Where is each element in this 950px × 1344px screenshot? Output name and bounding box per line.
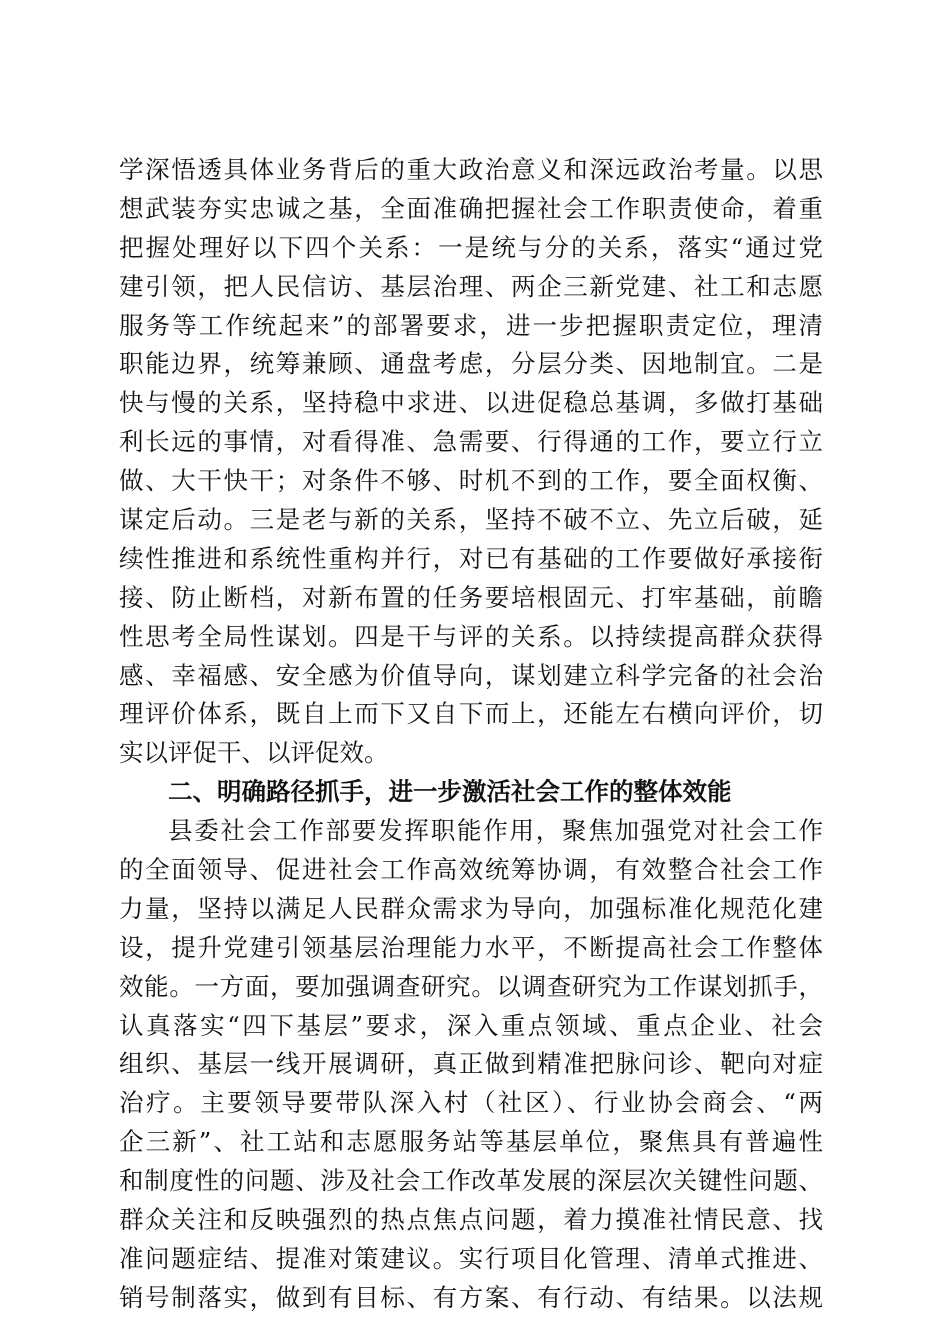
text-line: 想武装夯实忠诚之基，全面准确把握社会工作职责使命，着重 [119,193,823,223]
text-line: 效能。一方面，要加强调查研究。以调查研究为工作谋划抓手， [119,971,823,1001]
text-line: 续性推进和系统性重构并行，对已有基础的工作要做好承接衔 [119,543,823,573]
text-line: 利长远的事情，对看得准、急需要、行得通的工作，要立行立 [119,427,823,457]
text-line: 群众关注和反映强烈的热点焦点问题，着力摸准社情民意、找 [119,1205,823,1235]
body-text [119,151,823,1318]
text-line: 职能边界，统筹兼顾、通盘考虑，分层分类、因地制宜。二是 [119,349,823,379]
text-line: 接、防止断档，对新布置的任务要培根固元、打牢基础，前瞻 [119,582,823,612]
paragraph-first-line: 县委社会工作部要发挥职能作用，聚焦加强党对社会工作 [168,816,823,846]
text-line: 把握处理好以下四个关系：一是统与分的关系，落实“通过党 [119,232,823,262]
text-line: 企三新”、社工站和志愿服务站等基层单位，聚焦具有普遍性 [119,1127,823,1157]
text-line: 治疗。主要领导要带队深入村（社区）、行业协会商会、“两 [119,1088,823,1118]
text-line: 设，提升党建引领基层治理能力水平，不断提高社会工作整体 [119,932,823,962]
text-line: 学深悟透具体业务背后的重大政治意义和深远政治考量。以思 [119,155,823,184]
text-line: 准问题症结、提准对策建议。实行项目化管理、清单式推进、 [119,1243,823,1273]
text-line: 力量，坚持以满足人民群众需求为导向，加强标准化规范化建 [119,893,823,923]
text-line: 谋定后动。三是老与新的关系，坚持不破不立、先立后破，延 [119,505,823,535]
text-line: 性思考全局性谋划。四是干与评的关系。以持续提高群众获得 [119,621,823,651]
text-line: 理评价体系，既自上而下又自下而上，还能左右横向评价，切 [119,699,823,729]
text-line: 组织、基层一线开展调研，真正做到精准把脉问诊、靶向对症 [119,1049,823,1079]
text-line: 和制度性的问题、涉及社会工作改革发展的深层次关键性问题、 [119,1166,823,1196]
text-line: 建引领，把人民信访、基层治理、两企三新党建、社工和志愿 [119,271,823,301]
paragraph-end-line: 实以评促干、以评促效。 [119,738,389,768]
section-heading: 二、明确路径抓手，进一步激活社会工作的整体效能 [168,777,732,807]
text-line: 服务等工作统起来”的部署要求，进一步把握职责定位，理清 [119,310,823,340]
text-line: 快与慢的关系，坚持稳中求进、以进促稳总基调，多做打基础 [119,388,823,418]
text-line: 认真落实“四下基层”要求，深入重点领域、重点企业、社会 [119,1010,823,1040]
text-line: 的全面领导、促进社会工作高效统筹协调，有效整合社会工作 [119,855,823,885]
text-line: 做、大干快干；对条件不够、时机不到的工作，要全面权衡、 [119,466,823,496]
text-line: 销号制落实，做到有目标、有方案、有行动、有结果。以法规 [119,1282,823,1312]
text-line: 感、幸福感、安全感为价值导向，谋划建立科学完备的社会治 [119,660,823,690]
